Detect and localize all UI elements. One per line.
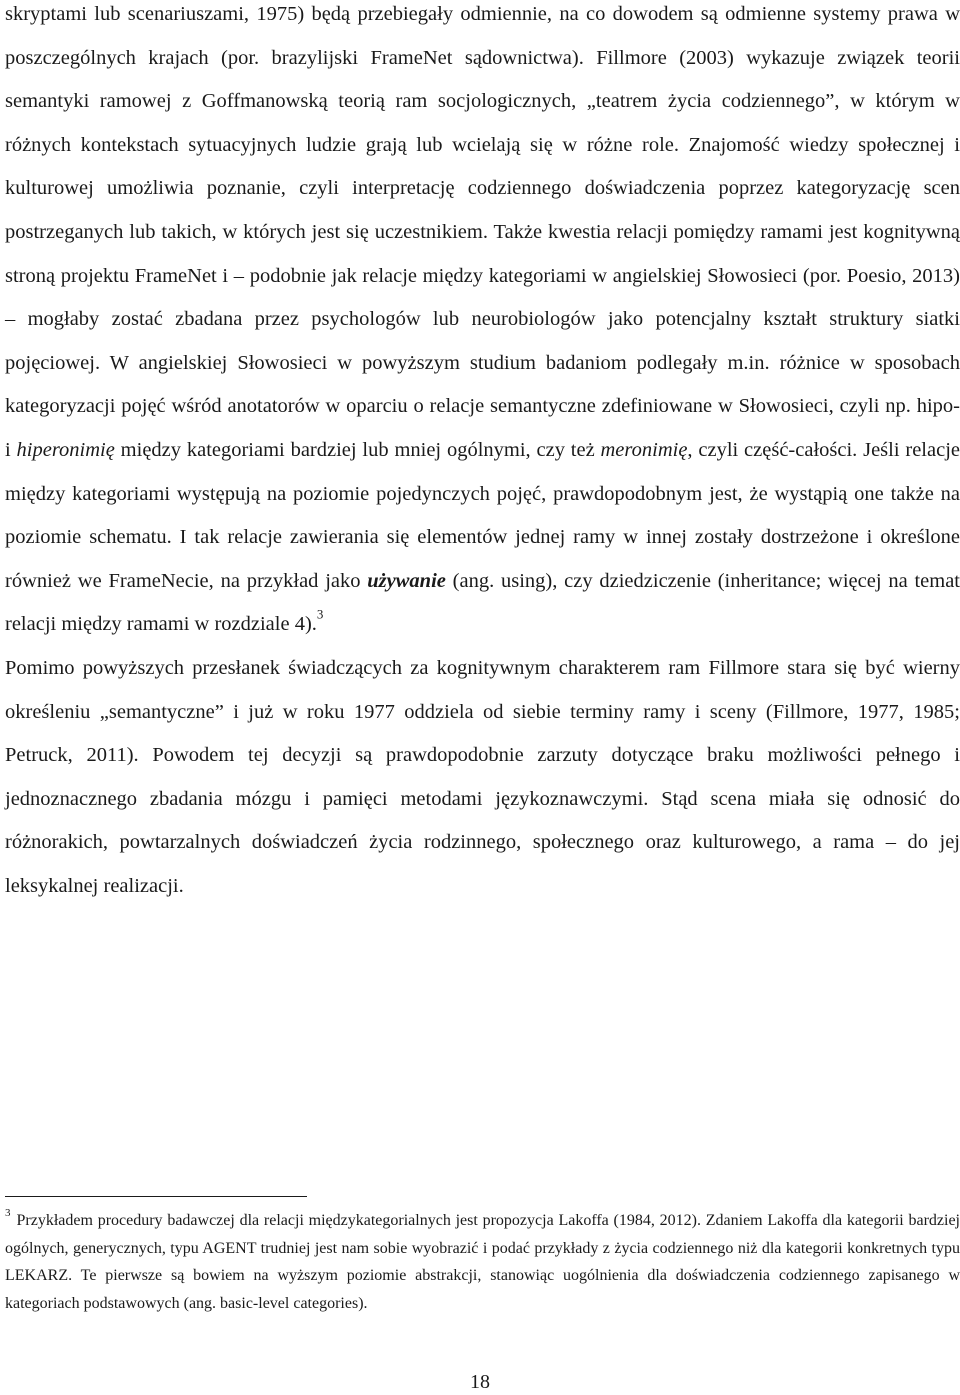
footnote-separator bbox=[5, 1196, 307, 1197]
footnote-reference[interactable]: 3 bbox=[316, 606, 324, 622]
footnote bbox=[5, 1207, 960, 1317]
paragraph-1-text-d: (ang. using), czy dziedziczenie (inheritance; więcej na temat relacji między ramami w rozdziale 4). bbox=[5, 569, 960, 636]
term-hyperonymy: hiperonimię bbox=[16, 438, 115, 461]
paragraph-1 bbox=[5, 0, 960, 647]
footnote-text: Przykładem procedury badawczej dla relacji międzykategorialnych jest propozycja Lakoffa (1984, 2012). Zdaniem Lakoffa dla kategorii bardziej ogólnych, generycznych, typu AGENT trudniej jest nam sobie wyobrazić i podać przykłady z życia codziennego niż dla kategorii konkretnych typu LEKARZ. Te pierwsze są bowiem na wyższym poziomie abstrakcji, stanowiąc uogólnienia dla doświadczenia codziennego zapisanego w kategoriach podstawowych (ang. basic-level categories). bbox=[5, 1212, 960, 1312]
paragraph-1-text-c: , czyli część-całości. Jeśli relacje między kategoriami występują na poziomie pojedynczych pojęć, prawdopodobnym jest, że wystąpią one także na poziomie schematu. I tak relacje zawierania się elementów jednej ramy w innej zostały dostrzeżone i określone również we FrameNecie, na przykład jako bbox=[5, 438, 960, 592]
paragraph-2: Pomimo powyższych przesłanek świadczących za kognitywnym charakterem ram Fillmore stara się być wierny określeniu „semantyczne” i już w roku 1977 oddziela od siebie terminy ramy i sceny (Fillmore, 1977, 1985; Petruck, 2011). Powodem tej decyzji są prawdopodobnie zarzuty dotyczące braku możliwości pełnego i jednoznacznego zbadania mózgu i pamięci metodami językoznawczymi. Stąd scena miała się odnosić do różnorakich, powtarzalnych doświadczeń życia rodzinnego, społecznego oraz kulturowego, a rama – do jej leksykalnej realizacji. bbox=[5, 656, 960, 897]
page-number: 18 bbox=[470, 1371, 490, 1393]
body-text bbox=[5, 0, 960, 908]
term-using: używanie bbox=[367, 569, 446, 592]
paragraph-1-text-b: między kategoriami bardziej lub mniej ogólnymi, czy też bbox=[114, 438, 601, 461]
term-meronymy: meronimię bbox=[600, 438, 688, 461]
paragraph-1-text-a: skryptami lub scenariuszami, 1975) będą przebiegały odmiennie, na co dowodem są odmienne systemy prawa w poszczególnych krajach (por. brazylijski FrameNet sądownictwa). Fillmore (2003) wykazuje związek teorii semantyki ramowej z Goffmanowską teorią ram socjologicznych, „teatrem życia codziennego”, w którym w różnych kontekstach sytuacyjnych ludzie grają lub wcielają się w różne role. Znajomość wiedzy społecznej i kulturowej umożliwia poznanie, czyli interpretację codziennego doświadczenia poprzez kategoryzację scen postrzeganych lub takich, w których jest się uczestnikiem. Także kwestia relacji pomiędzy ramami jest kognitywną stroną projektu FrameNet i – podobnie jak relacje między kategoriami w angielskiej Słowosieci (por. Poesio, 2013) – mogłaby zostać zbadana przez psychologów lub neurobiologów jako potencjalny kształt struktury siatki pojęciowej. W angielskiej Słowosieci w powyższym studium badaniom podlegały m.in. różnice w sposobach kategoryzacji pojęć wśród anotatorów w oparciu o relacje semantyczne zdefiniowane w Słowosieci, czyli np. hipo- i bbox=[5, 3, 960, 461]
footnote-number: 3 bbox=[5, 1207, 11, 1220]
